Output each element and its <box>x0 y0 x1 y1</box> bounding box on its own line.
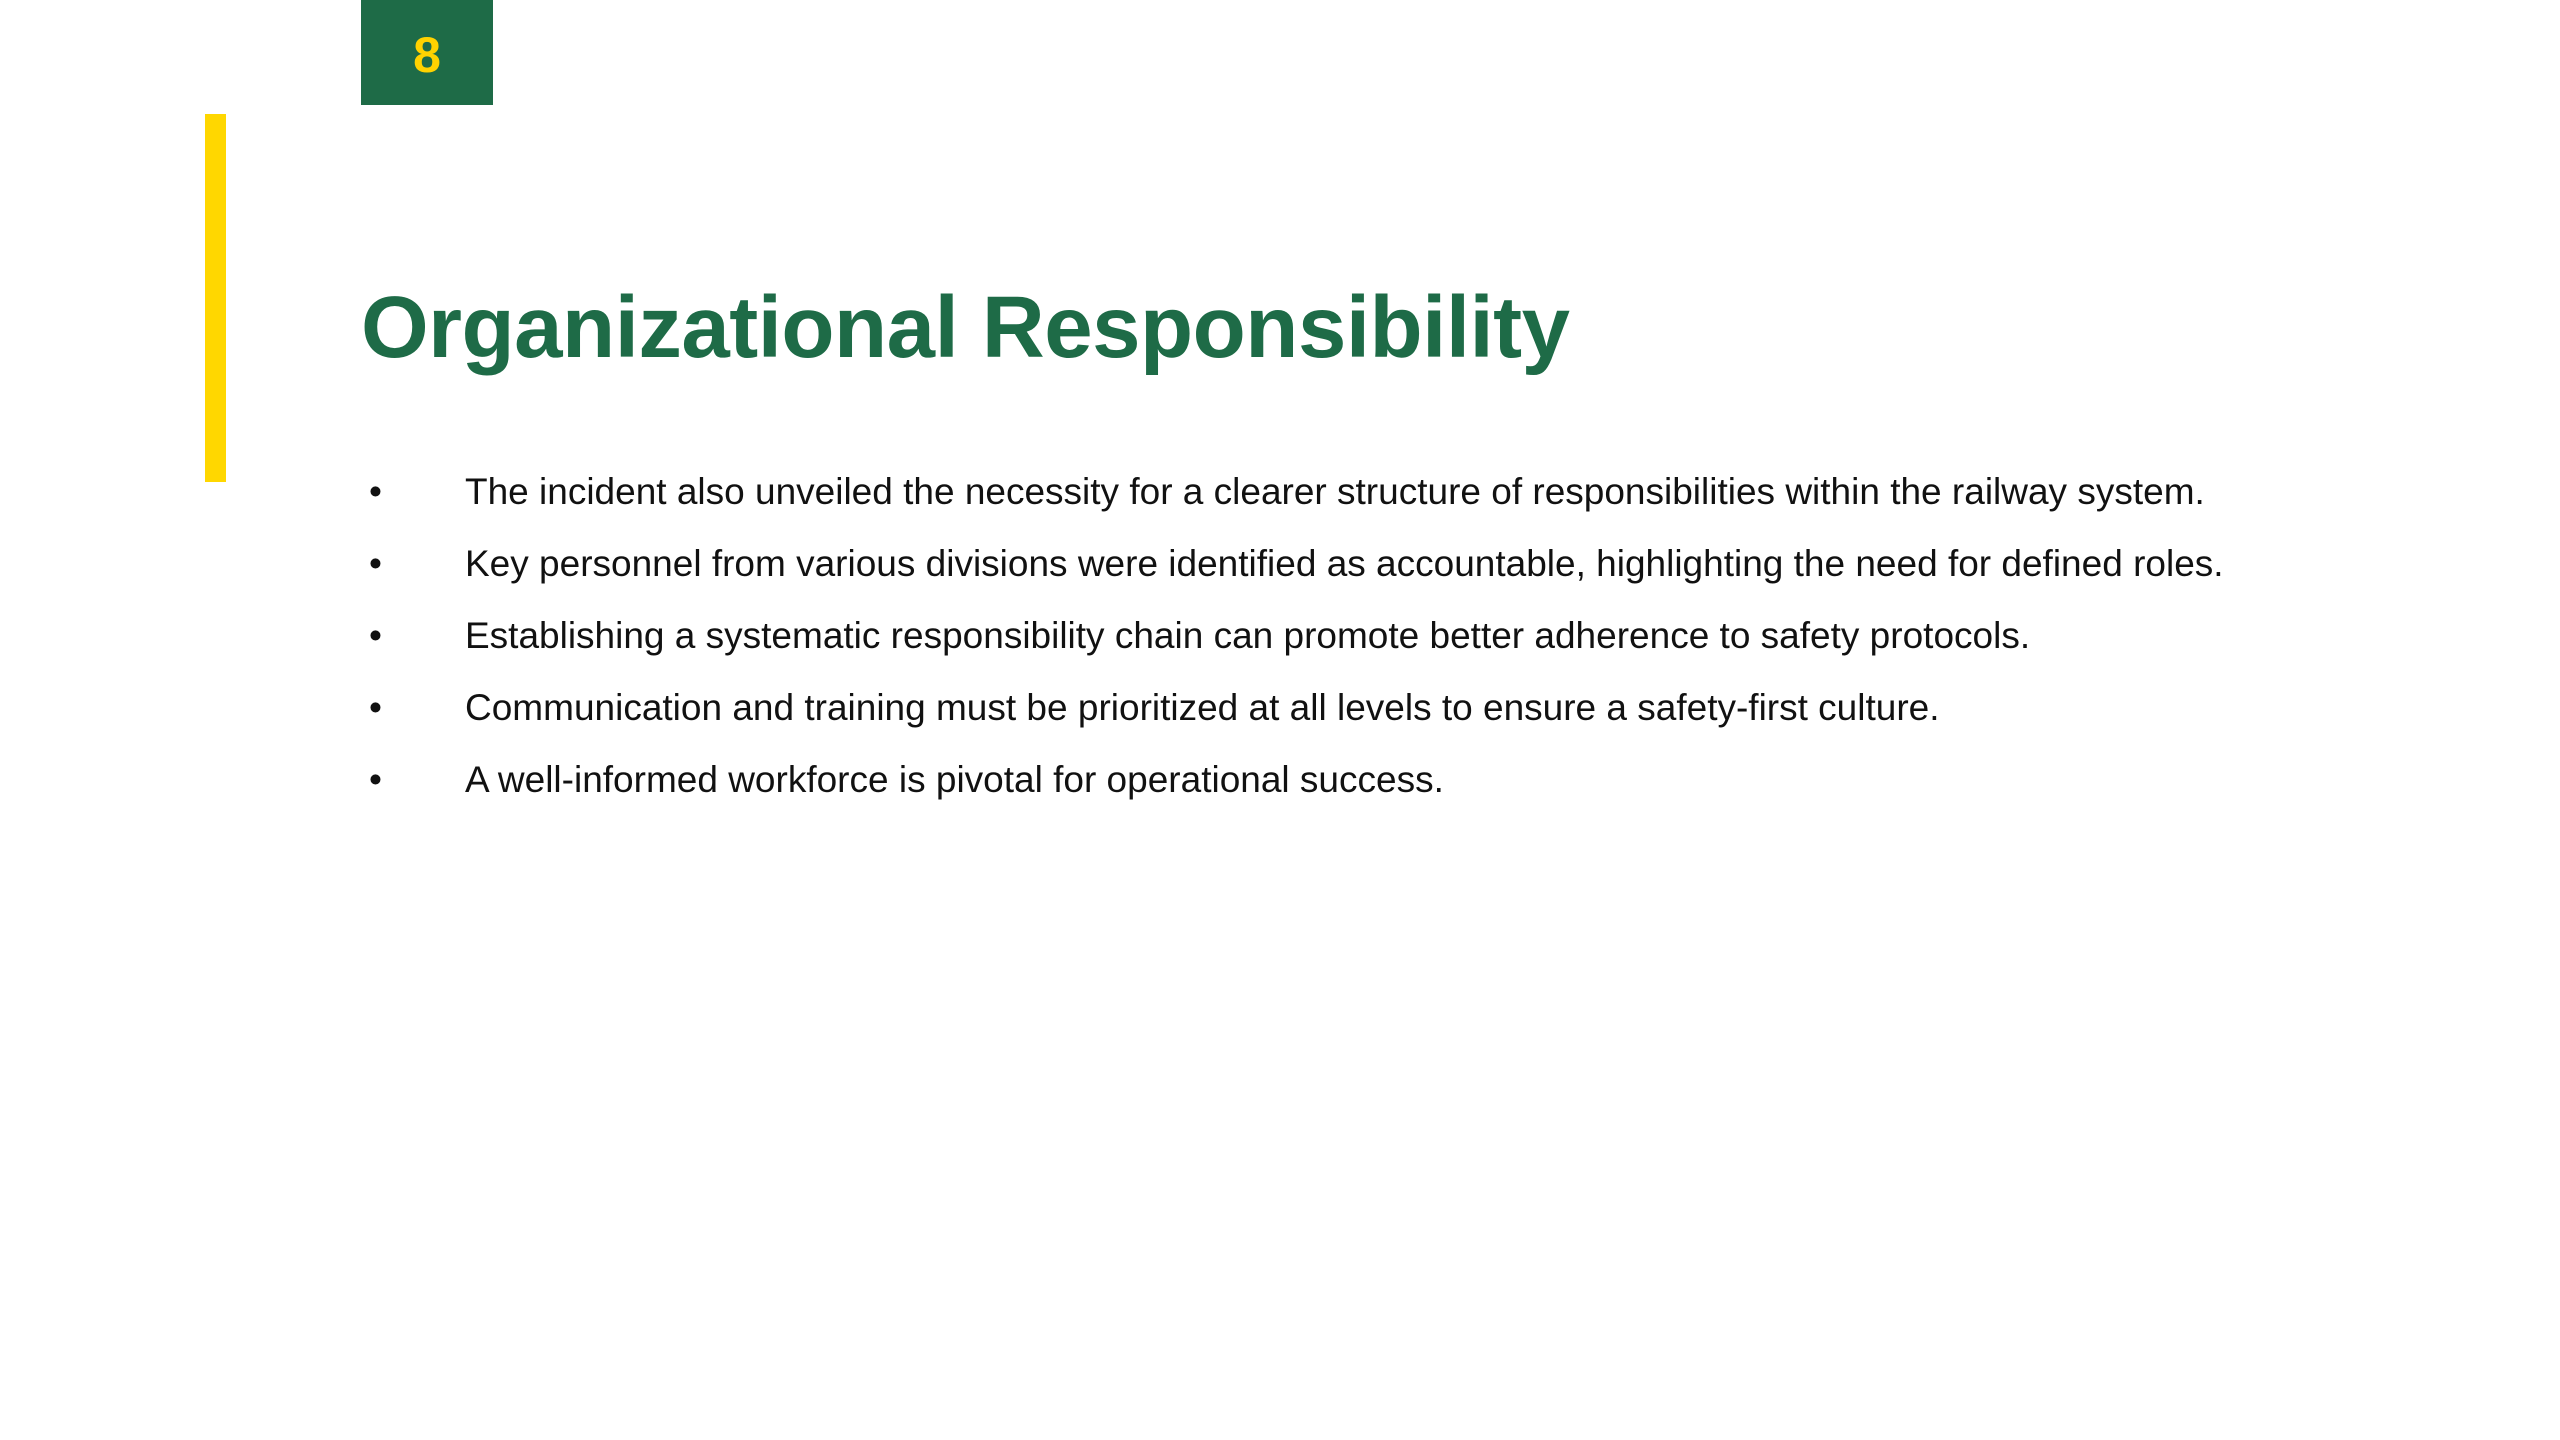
accent-bar <box>205 114 226 482</box>
bullet-dot-icon: • <box>369 471 382 512</box>
page-number-badge <box>361 0 493 105</box>
bullet-dot-icon: • <box>369 615 382 656</box>
bullet-text: The incident also unveiled the necessity for a clearer structure of responsibilities within the railway system. <box>465 471 2205 512</box>
bullet-dot-icon: • <box>369 687 382 728</box>
bullet-text: Key personnel from various divisions were identified as accountable, highlighting the need for defined roles. <box>465 543 2224 584</box>
bullet-text: Communication and training must be prioritized at all levels to ensure a safety-first culture. <box>465 687 1940 728</box>
bullet-dot-icon: • <box>369 543 382 584</box>
bullet-dot-icon: • <box>369 759 382 800</box>
slide-title: Organizational Responsibility <box>361 279 1570 376</box>
bullet-text: Establishing a systematic responsibility chain can promote better adherence to safety protocols. <box>465 615 2031 656</box>
bullet-text: A well-informed workforce is pivotal for operational success. <box>465 759 1444 800</box>
page-number: 8 <box>413 26 441 83</box>
